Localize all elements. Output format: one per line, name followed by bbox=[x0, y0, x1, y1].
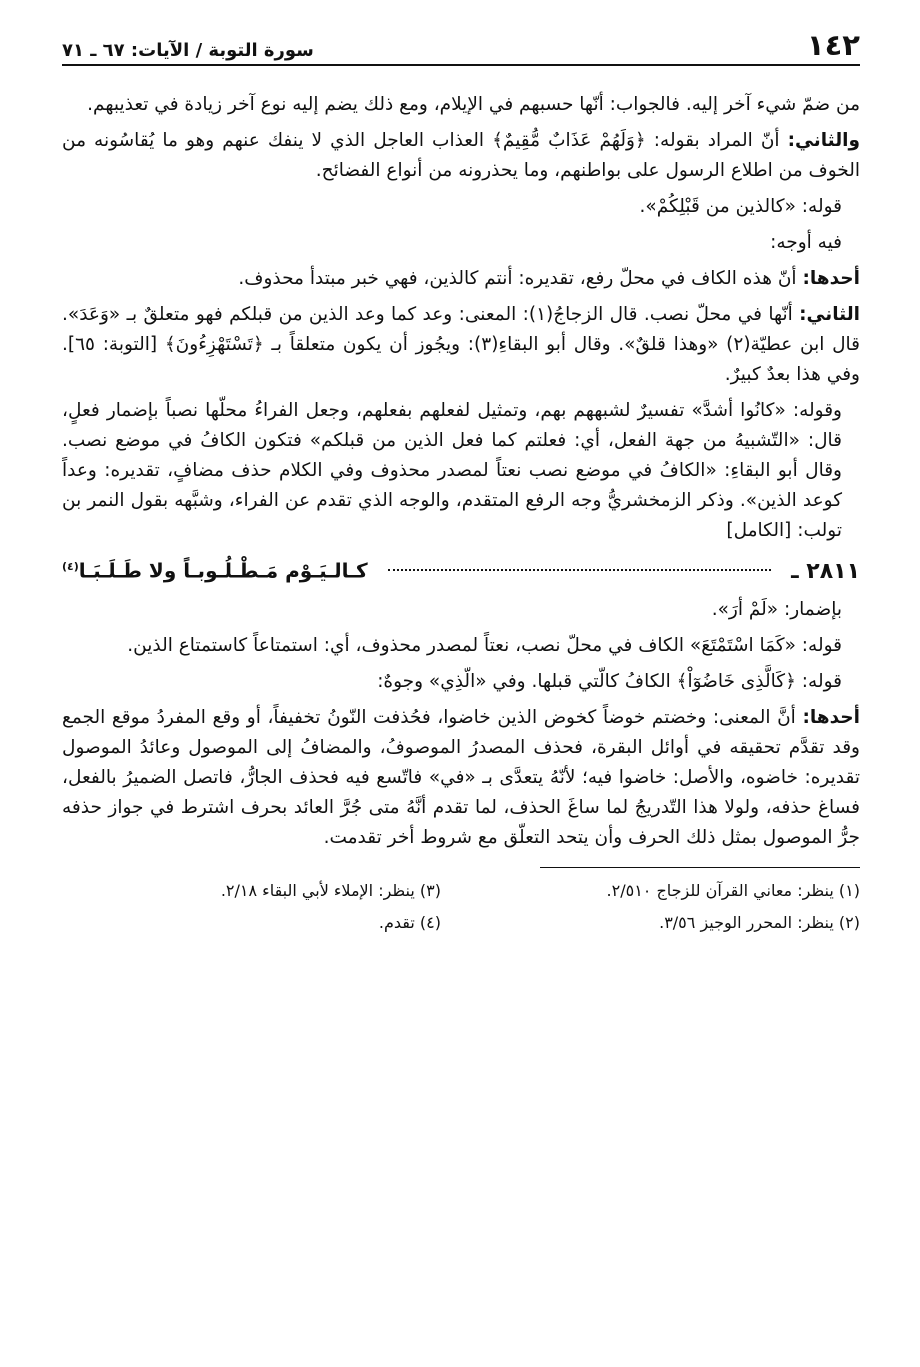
footnote: (٣) ينظر: الإملاء لأبي البقاء ٢/١٨. bbox=[220, 880, 441, 900]
paragraph: من ضمّ شيء آخر إليه. فالجواب: أنّها حسبهم في الإيلام، ومع ذلك يضم إليه نوع آخر زيادة في تعذيبهم. bbox=[87, 94, 860, 115]
paragraph: قوله: ﴿كَالَّذِى خَاضُوٓاْ﴾ الكافُ كالّتي قبلها. وفي «الّذِي» وجوهٌ: bbox=[377, 670, 842, 692]
page-body bbox=[62, 90, 860, 936]
paragraph: أحدها: أنّ هذه الكاف في محلّ رفع، تقديره: أنتم كالذين، فهي خبر مبتدأ محذوف. bbox=[238, 268, 860, 289]
paragraph: أحدها: أنَّ المعنى: وخضتم خوضاً كخوض الذين خاضوا، فحُذفت النّونُ تخفيفاً، أو وقع المفردُ موقع الجمع وقد تقدَّم تحقيقه في أوائل البقرة، فحذف المصدرُ الموصوفُ، والمضافُ إلى الموصول وعائدُ الموصول تقديره: خاضوه، والأصل: خاضوا فيه؛ لأنّهُ يتعدَّى بـ «في» فاتّسع فيه فحذف الجارُّ، فاتصل الضميرُ بالفعل، فساغ حذفه، ولولا هذا التّدريجُ لما ساغَ الحذف، لما تقدم أنَّهُ متى جُرَّ العائد بحرف اشترط في جواز حذفه جرُّ الموصول بمثل ذلك الحرف وأن يتحد التعلّق مع شروط أخر تقدمت. bbox=[62, 706, 860, 848]
paragraph: فيه أوجه: bbox=[770, 232, 842, 253]
paragraph: والثاني: أنّ المراد بقوله: ﴿وَلَهُمْ عَذَابٌ مُّقِيمٌ﴾ العذاب العاجل الذي لا ينفك عنهم وهو ما يُقاسُونه من الخوف من اطلاع الرسول على بواطنهم، وما يحذرونه من أنواع الفضائح. bbox=[62, 130, 860, 181]
running-head: سورة التوبة / الآيات: ٦٧ ـ ٧١ bbox=[62, 40, 314, 61]
footnotes bbox=[62, 878, 860, 936]
page-number: ١٤٢ bbox=[806, 28, 860, 62]
poetry-verse bbox=[62, 552, 860, 587]
verse-number: ٢٨١١ ـ bbox=[791, 558, 860, 584]
paragraph: قوله: «كَمَا اسْتَمْتَعَ» الكاف في محلّ نصب، نعتاً لمصدر محذوف، أي: استمتاعاً كاستمتاع الذين. bbox=[127, 634, 842, 656]
paragraph: الثاني: أنّها في محلّ نصب. قال الزجاجُ(١): المعنى: وعد كما وعد الذين من قبلكم فهو متعلقٌ بـ «وَعَدَ». قال ابن عطيّة(٢) «وهذا قلقٌ». وقال أبو البقاءِ(٣): ويجُوز أن يكون متعلقاً بـ ﴿تَسْتَهْزِءُونَ﴾ [التوبة: ٦٥]. وفي هذا بعدٌ كبيرٌ. bbox=[62, 304, 861, 385]
paragraph: قوله: «كالذين من قَبْلِكُمْ». bbox=[639, 196, 842, 217]
page-header bbox=[62, 22, 860, 66]
verse-text: كـالـيَـوْم مَـطْـلُـوبـاً ولا طَـلَـبَـا$^{(٤)}$ bbox=[62, 558, 368, 583]
verse-dots bbox=[388, 568, 771, 571]
footnote: (١) ينظر: معاني القرآن للزجاج ٢/٥١٠. bbox=[606, 880, 860, 900]
paragraph: بإضمار: «لَمْ أرَ». bbox=[711, 598, 842, 620]
footnote-separator bbox=[540, 867, 860, 868]
paragraph: وقوله: «كانُوا أشدَّ» تفسيرٌ لشبههم بهم، وتمثيل لفعلهم بفعلهم، وجعل الفراءُ محلّها نصباً بإضمار فعلٍ، قال: «التّشبيهُ من جهة الفعل، أي: فعلتم كما فعل الذين من قبلكم» فتكون الكافُ في موضع نصب. وقال أبو البقاءِ: «الكافُ في موضع نصب نعتاً لمصدر محذوف وفي الكلام حذف مضافٍ، تقديره: وعداً كوعد الذين». وذكر الزمخشريُّ وجه الرفع المتقدم، والوجه الذي تقدم عن الفراء، وشبَّهه بقول النمر بن تولب: [الكامل] bbox=[62, 400, 842, 541]
footnote: (٢) ينظر: المحرر الوجيز ٣/٥٦. bbox=[659, 912, 860, 932]
footnote: (٤) تقدم. bbox=[378, 912, 441, 932]
